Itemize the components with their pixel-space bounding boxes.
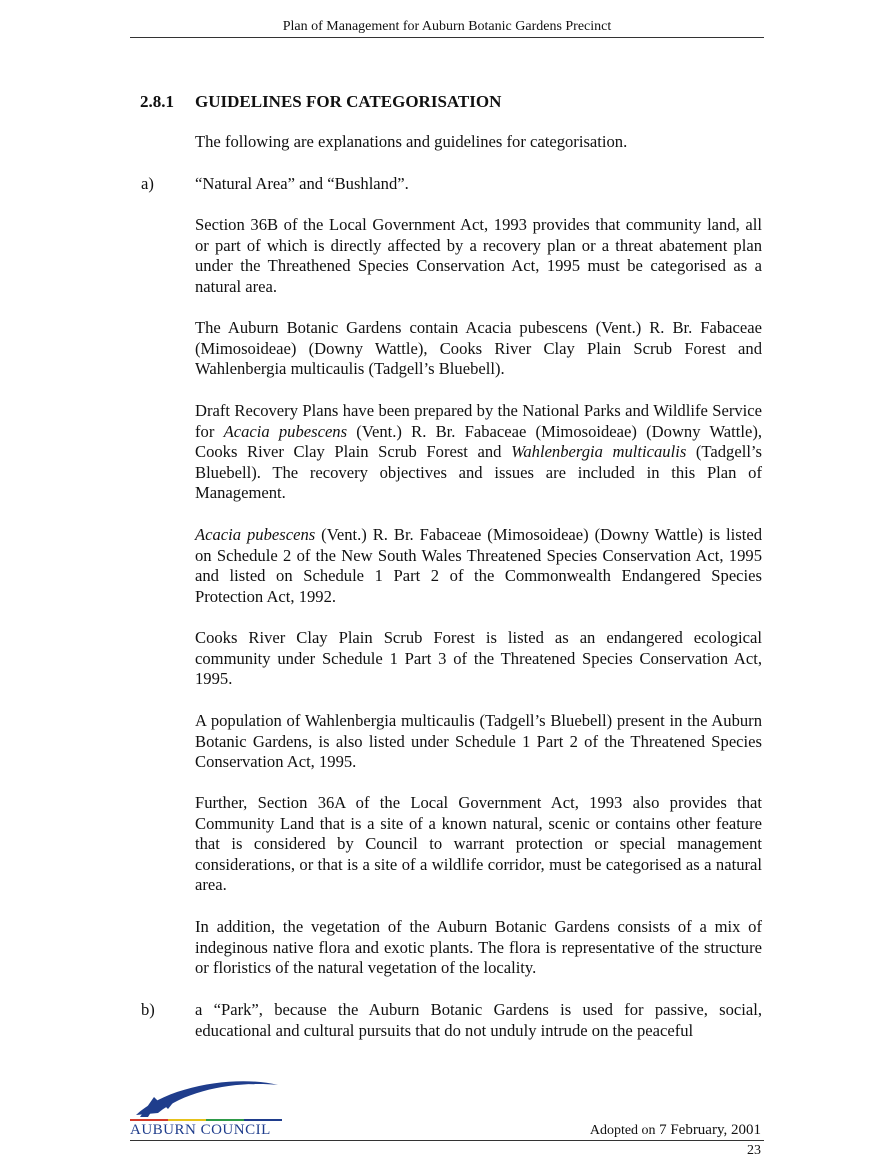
logo-bar-red <box>130 1119 168 1121</box>
logo-swoosh <box>136 1081 278 1115</box>
item-a-paragraph-4 <box>195 525 762 607</box>
p3-text-2: (Vent.) R. Br. Fabaceae (Mimosoideae) (Downy Wattle), Cooks River Clay Plain Scrub Forest and <box>195 421 763 462</box>
intro-paragraph: The following are explanations and guidelines for categorisation. <box>195 132 628 151</box>
logo-bar-yellow <box>168 1119 206 1121</box>
section-number: 2.8.1 <box>140 92 174 111</box>
p3-species-2: Wahlenbergia multicaulis <box>511 442 687 462</box>
logo-bar-green <box>206 1119 244 1121</box>
item-a-paragraph-3 <box>195 401 762 504</box>
footer-rule <box>130 1140 764 1141</box>
item-a-paragraph-1: Section 36B of the Local Government Act, 1993 provides that community land, all or part of which is directly affected by a recovery plan or a threat abatement plan under the Threathened Species Conservation Act, 1995 must be categorised as a natural area. <box>195 215 762 296</box>
item-a-paragraph-2: The Auburn Botanic Gardens contain Acacia pubescens (Vent.) R. Br. Fabaceae (Mimosoideae) (Downy Wattle), Cooks River Clay Plain Scrub Forest and Wahlenbergia multicaulis (Tadgell’s Bluebell). <box>195 318 762 379</box>
p3-species-1: Acacia pubescens <box>223 421 348 441</box>
header-rule <box>130 37 764 38</box>
logo-text: AUBURN COUNCIL <box>130 1122 271 1138</box>
item-a-paragraph-5: Cooks River Clay Plain Scrub Forest is listed as an endangered ecological community under Schedule 1 Part 3 of the Threatened Species Conservation Act, 1995. <box>195 628 762 689</box>
item-a-paragraph-8: In addition, the vegetation of the Auburn Botanic Gardens consists of a mix of indeginous native flora and exotic plants. The flora is representative of the structure or floristics of the natural vegetation of the locality. <box>195 917 762 978</box>
adopted-date: 7 February, 2001 <box>659 1122 761 1138</box>
item-a-paragraph-7: Further, Section 36A of the Local Government Act, 1993 also provides that Community Land that is a site of a known natural, scenic or contains other feature that is considered by Council to warrant protection or special management considerations, or that is a site of a wildlife corridor, must be categorised as a natural area. <box>195 793 762 895</box>
p4-text: (Vent.) R. Br. Fabaceae (Mimosoideae) (Downy Wattle) is listed on Schedule 2 of the New South Wales Threatened Species Conservation Act, 1995 and listed on Schedule 1 Part 2 of the Commonwealth Endangered Species Protection Act, 1992. <box>195 525 762 606</box>
item-a-paragraph-6: A population of Wahlenbergia multicaulis (Tadgell’s Bluebell) present in the Auburn Botanic Gardens, is also listed under Schedule 1 Part 2 of the Threatened Species Conservation Act, 1995. <box>195 711 762 772</box>
item-b-paragraph: a “Park”, because the Auburn Botanic Gardens is used for passive, social, educational and cultural pursuits that do not unduly intrude on the peaceful <box>195 1000 762 1040</box>
item-a-title: “Natural Area” and “Bushland”. <box>195 174 409 193</box>
adopted-line <box>590 1122 761 1139</box>
p4-species: Acacia pubescens <box>195 525 316 544</box>
logo-bar-blue <box>244 1119 282 1121</box>
section-heading <box>140 92 501 112</box>
p3-text-3: (Tadgell’s Bluebell). The recovery objectives and issues are included in this Plan of Management. <box>195 442 762 503</box>
adopted-prefix: Adopted on <box>589 1123 660 1138</box>
p3-text-1: Draft Recovery Plans have been prepared by the National Parks and Wildlife Service for <box>195 401 762 441</box>
item-a-marker: a) <box>141 174 154 193</box>
section-title: GUIDELINES FOR CATEGORISATION <box>195 92 502 111</box>
running-header: Plan of Management for Auburn Botanic Gardens Precinct <box>282 19 612 34</box>
page-number: 23 <box>747 1143 761 1158</box>
item-b-marker: b) <box>141 1000 155 1019</box>
